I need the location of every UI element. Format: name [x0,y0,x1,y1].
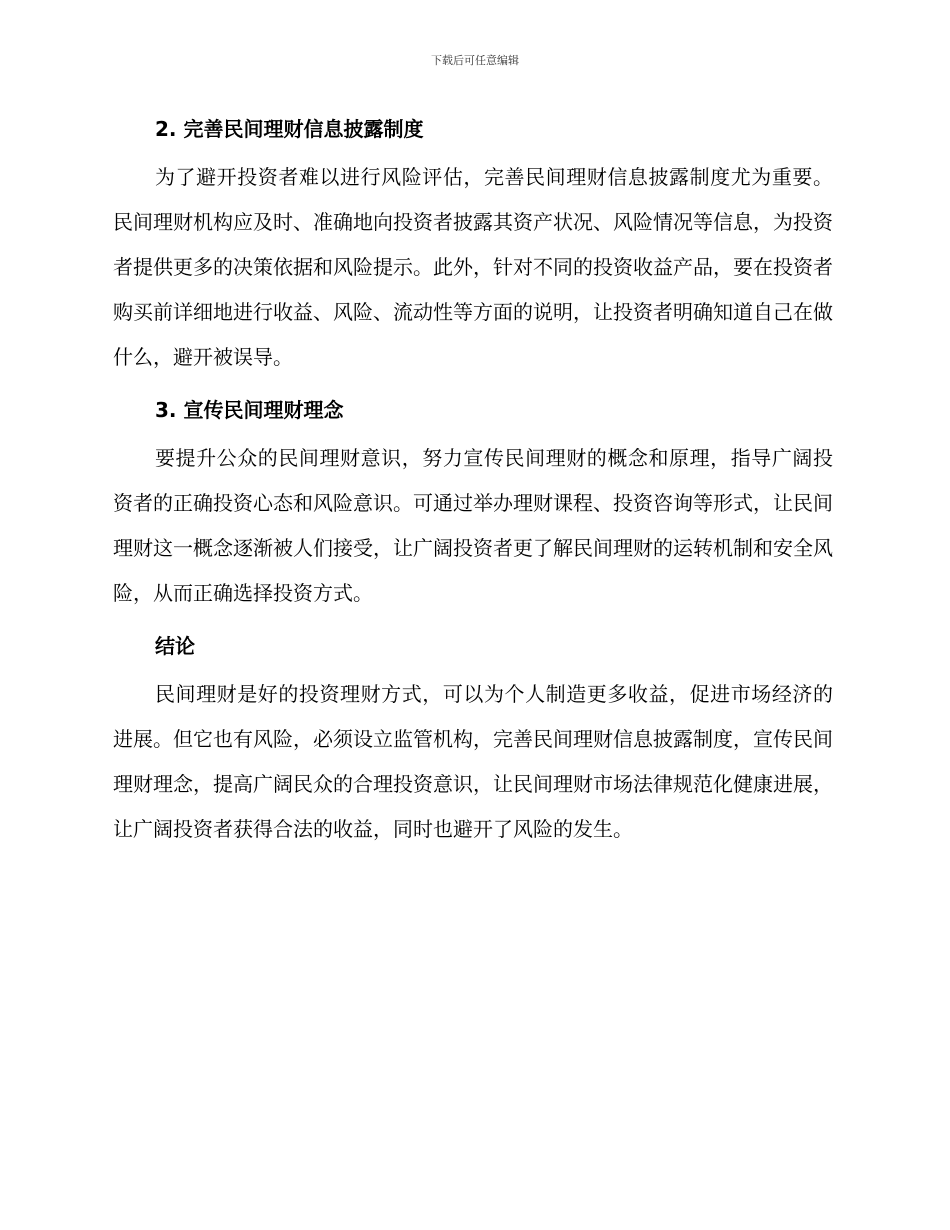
section-paragraph-conclusion: 民间理财是好的投资理财方式，可以为个人制造更多收益，促进市场经济的进展。但它也有风险，必须设立监管机构，完善民间理财信息披露制度，宣传民间理财理念，提高广阔民众的合理投资意识，让民间理财市场法律规范化健康进展，让广阔投资者获得合法的收益，同时也避开了风险的发生。 [113,682,833,841]
section-heading-conclusion: 结论 [155,634,195,658]
section-heading-disclosure: 2. 完善民间理财信息披露制度 [155,117,424,141]
page-header: 下载后可任意编辑 [431,54,519,67]
section-paragraph-promotion: 要提升公众的民间理财意识，努力宣传民间理财的概念和原理，指导广阔投资者的正确投资心态和风险意识。可通过举办理财课程、投资咨询等形式，让民间理财这一概念逐渐被人们接受，让广阔投资者更了解民间理财的运转机制和安全风险，从而正确选择投资方式。 [113,446,833,605]
document-body [113,110,833,852]
section-heading-promotion: 3. 宣传民间理财理念 [155,398,344,422]
section-paragraph-disclosure: 为了避开投资者难以进行风险评估，完善民间理财信息披露制度尤为重要。民间理财机构应及时、准确地向投资者披露其资产状况、风险情况等信息，为投资者提供更多的决策依据和风险提示。此外，针对不同的投资收益产品，要在投资者购买前详细地进行收益、风险、流动性等方面的说明，让投资者明确知道自己在做什么，避开被误导。 [113,165,833,369]
